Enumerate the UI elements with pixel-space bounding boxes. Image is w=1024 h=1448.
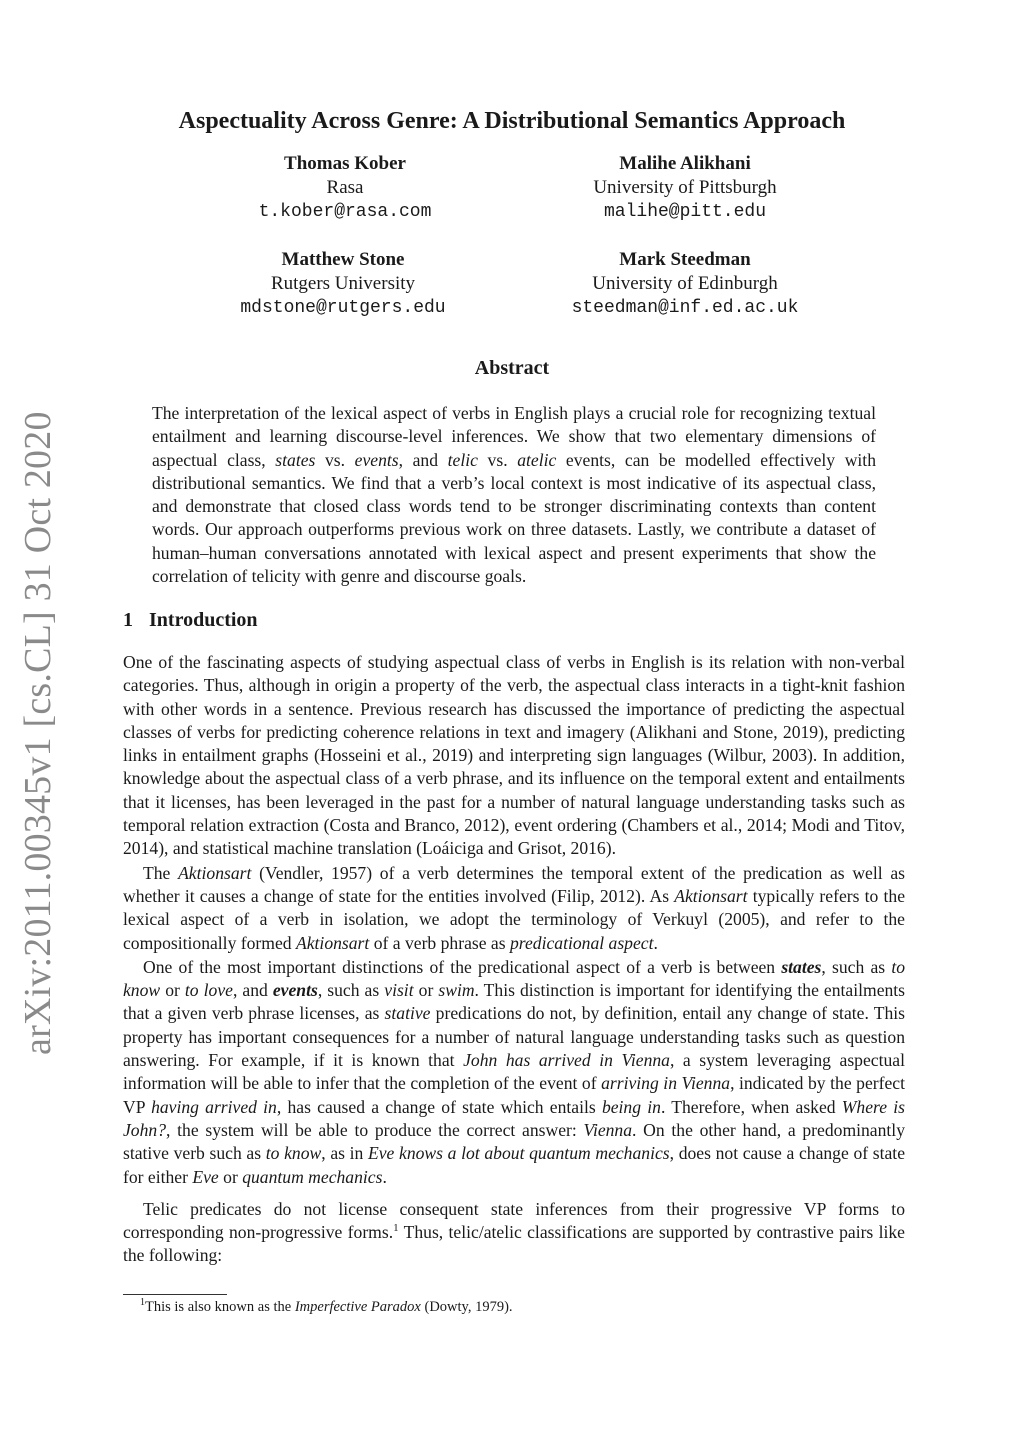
footnote-divider bbox=[123, 1294, 227, 1295]
author-affiliation: University of Pittsburgh bbox=[593, 177, 777, 198]
introduction-body bbox=[123, 651, 905, 1268]
abstract-text: The interpretation of the lexical aspect of verbs in English plays a crucial role for recognizing textual entailment and learning discourse-level inferences. We show that two elementary dimensions of aspectual class, states vs. events, and telic vs. atelic events, can be modelled effectively with distributional semantics. We find that a verb’s local context is most indicative of its aspectual class, and demonstrate that closed class words tend to be stronger discriminating contexts than content words. Our approach outperforms previous work on three datasets. Lastly, we contribute a dataset of human–human conversations annotated with lexical aspect and present experiments that show the correlation of telicity with genre and discourse goals. bbox=[152, 403, 876, 587]
author-affiliation: Rasa bbox=[326, 177, 364, 198]
author-affiliation: University of Edinburgh bbox=[592, 273, 778, 294]
author-name: Mark Steedman bbox=[619, 249, 751, 270]
author-block bbox=[505, 248, 865, 320]
author-affiliation: Rutgers University bbox=[270, 273, 416, 294]
paragraph: The Aktionsart (Vendler, 1957) of a verb determines the temporal extent of the predication as well as whether it causes a change of state for the entities involved (Filip, 2012). As Aktionsart typically refers to the lexical aspect of a verb in isolation, we adopt the terminology of Verkuyl (2005), and refer to the compositionally formed Aktionsart of a verb phrase as predicational aspect. bbox=[123, 862, 905, 953]
paper-title: Aspectuality Across Genre: A Distributional Semantics Approach bbox=[178, 108, 846, 134]
author-email[interactable]: mdstone@rutgers.edu bbox=[240, 298, 446, 318]
author-name: Thomas Kober bbox=[284, 153, 406, 174]
footnote-marker[interactable]: 1 bbox=[393, 1222, 399, 1235]
section-heading: 1 Introduction bbox=[123, 609, 258, 631]
author-block bbox=[505, 152, 865, 224]
author-email[interactable]: t.kober@rasa.com bbox=[258, 202, 432, 222]
author-email[interactable]: steedman@inf.ed.ac.uk bbox=[571, 298, 799, 318]
footnote: $^1$This is also known as the Imperfective Paradox (Dowty, 1979). bbox=[140, 1297, 513, 1315]
arxiv-identifier: arXiv:2011.00345v1 [cs.CL] 31 Oct 2020 bbox=[17, 411, 59, 1055]
paragraph: Telic predicates do not license consequent state inferences from their progressive VP forms to corresponding non-progressive forms.$^1$ Thus, telic/atelic classifications are supported by contrastive pairs like the following: bbox=[123, 1198, 905, 1266]
paragraph: One of the most important distinctions of the predicational aspect of a verb is between states, such as to know or to love, and events, such as visit or swim. This distinction is important for identifying the entailments that a given verb phrase licenses, as stative predications do not, by definition, entail any change of state. This property has important consequences for a number of natural language understanding tasks such as question answering. For example, if it is known that John has arrived in Vienna, a system leveraging aspectual information will be able to infer that the completion of the event of arriving in Vienna, indicated by the perfect VP having arrived in, has caused a change of state which entails being in. Therefore, when asked Where is John?, the system will be able to produce the correct answer: Vienna. On the other hand, a predominantly stative verb such as to know, as in Eve knows a lot about quantum mechanics, does not cause a change of state for either Eve or quantum mechanics. bbox=[123, 956, 906, 1187]
author-block bbox=[163, 248, 523, 320]
author-email[interactable]: malihe@pitt.edu bbox=[603, 202, 767, 222]
paragraph: One of the fascinating aspects of studying aspectual class of verbs in English is its relation with non-verbal categories. Thus, although in origin a property of the verb, the aspectual class interacts in a tight-knit fashion with other words in a sentence. Previous research has discussed the importance of predicting the aspectual classes of verbs for predicting coherence relations in text and imagery (Alikhani and Stone, 2019), predicting links in entailment graphs (Hosseini et al., 2019) and interpreting sign languages (Wilbur, 2003). In addition, knowledge about the aspectual class of a verb phrase, and its influence on the temporal extent and entailments that it licenses, has been leveraged in the past for a number of natural language understanding tasks such as temporal relation extraction (Costa and Branco, 2012), event ordering (Chambers et al., 2014; Modi and Titov, 2014), and statistical machine translation (Loáiciga and Grisot, 2016). bbox=[123, 652, 905, 859]
author-name: Matthew Stone bbox=[281, 249, 405, 270]
author-name: Malihe Alikhani bbox=[619, 153, 751, 174]
author-block bbox=[165, 152, 525, 224]
abstract-heading: Abstract bbox=[474, 357, 550, 379]
